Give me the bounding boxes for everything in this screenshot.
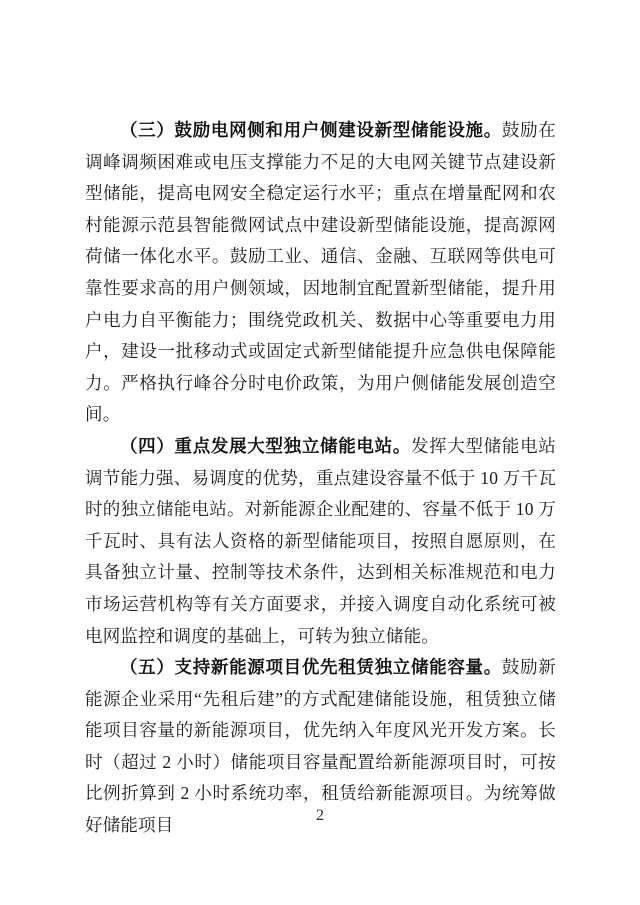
paragraph-section-4 <box>85 431 556 652</box>
section-3-body: 鼓励在调峰调频困难或电压支撑能力不足的大电网关键节点建设新型储能，提高电网安全稳定运行水平；重点在增量配网和农村能源示范县智能微网试点中建设新型储能设施，提高源网荷储一体化水平。鼓励工业、通信、金融、互联网等供电可靠性要求高的用户侧领域，因地制宜配置新型储能，提升用户电力自平衡能力；围绕党政机关、数据中心等重要电力用户，建设一批移动式或固定式新型储能提升应急供电保障能力。严格执行峰谷分时电价政策，为用户侧储能发展创造空间。 <box>85 120 556 425</box>
paragraph-section-3 <box>85 115 556 431</box>
section-4-body: 发挥大型储能电站调节能力强、易调度的优势，重点建设容量不低于 10 万千瓦时的独立储能电站。对新能源企业配建的、容量不低于 10 万千瓦时、具有法人资格的新型储能项目，按照自愿原则，在具备独立计量、控制等技术条件，达到相关标准规范和电力市场运营机构等有关方面要求，并接入调度自动化系统可被电网监控和调度的基础上，可转为独立储能。 <box>85 435 556 646</box>
page-number: 2 <box>316 807 324 824</box>
section-4-heading: （四）重点发展大型独立储能电站。 <box>120 435 411 456</box>
section-5-heading: （五）支持新能源项目优先租赁独立储能容量。 <box>120 657 502 678</box>
section-3-heading: （三）鼓励电网侧和用户侧建设新型储能设施。 <box>120 120 502 140</box>
document-body <box>85 115 556 842</box>
section-5-body: 鼓励新能源企业采用“先租后建”的方式配建储能设施，租赁独立储能项目容量的新能源项目，优先纳入年度风光开发方案。长时（超过 2 小时）储能项目容量配置给新能源项目时，可按比例折算到 2 小时系统功率，租赁给新能源项目。为统筹做好储能项目 <box>85 657 556 836</box>
